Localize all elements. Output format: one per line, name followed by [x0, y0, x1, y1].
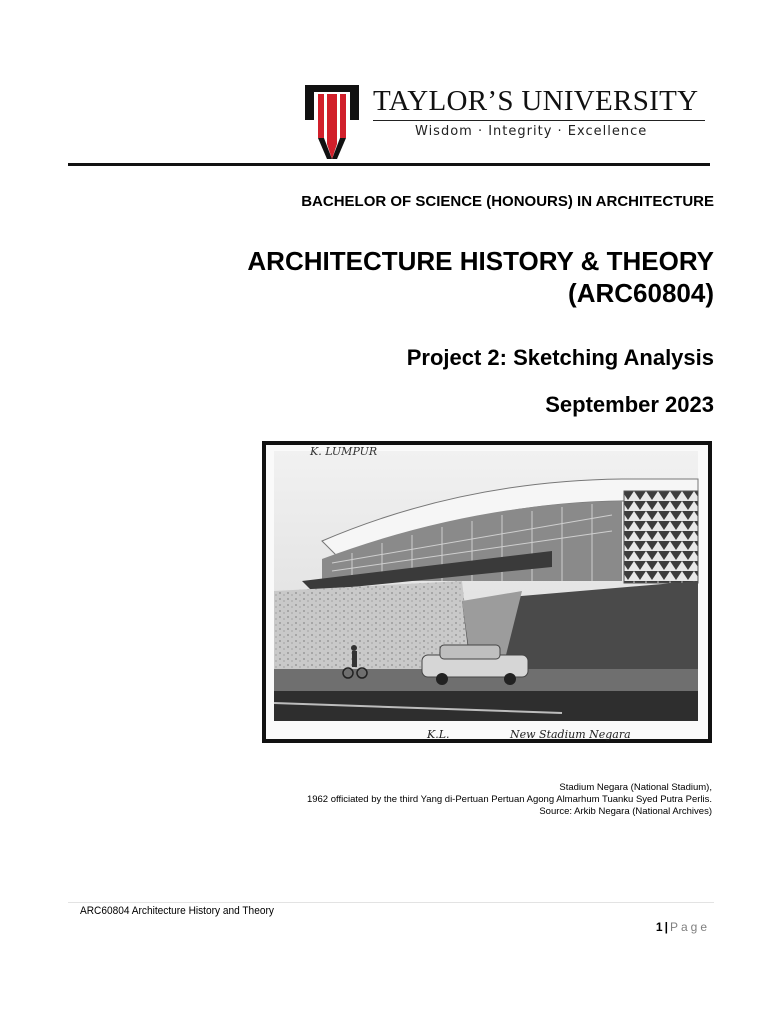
- course-title: ARCHITECTURE HISTORY & THEORY: [247, 246, 714, 276]
- caption-line: 1962 officiated by the third Yang di-Pertuan Pertuan Agong Almarhum Tuanku Syed Putra Perlis.: [306, 794, 712, 805]
- caption-line: Source: Arkib Negara (National Archives): [539, 806, 712, 817]
- stadium-photo-illustration: [262, 441, 712, 743]
- footer-course-label: ARC60804 Architecture History and Theory: [80, 905, 274, 917]
- header-rule: [68, 163, 710, 166]
- degree-title: BACHELOR OF SCIENCE (HONOURS) IN ARCHITECTURE: [301, 193, 714, 210]
- university-logo: [305, 85, 705, 160]
- photo-handwriting-bottom-right: New Stadium Negara: [510, 728, 631, 741]
- logo-divider: [373, 120, 705, 121]
- photo-caption: [307, 782, 712, 818]
- caption-line: Stadium Negara (National Stadium),: [559, 782, 712, 793]
- course-code: (ARC60804): [568, 278, 714, 308]
- university-name: TAYLOR’S UNIVERSITY: [373, 85, 699, 117]
- project-date: September 2023: [545, 392, 714, 417]
- photo-handwriting-top: K. LUMPUR: [310, 445, 378, 458]
- page-number-separator: |: [664, 920, 668, 934]
- university-tagline: Wisdom · Integrity · Excellence: [415, 124, 648, 139]
- page-number-value: 1: [655, 920, 663, 934]
- stadium-photo: [262, 441, 712, 743]
- university-crest-icon: [305, 85, 359, 159]
- footer-rule: [68, 902, 714, 903]
- page-number: [656, 920, 710, 934]
- photo-handwriting-bottom-left: K.L.: [427, 728, 450, 741]
- course-heading: [247, 245, 714, 309]
- project-title: Project 2: Sketching Analysis: [406, 345, 714, 370]
- page-label: Page: [669, 920, 710, 934]
